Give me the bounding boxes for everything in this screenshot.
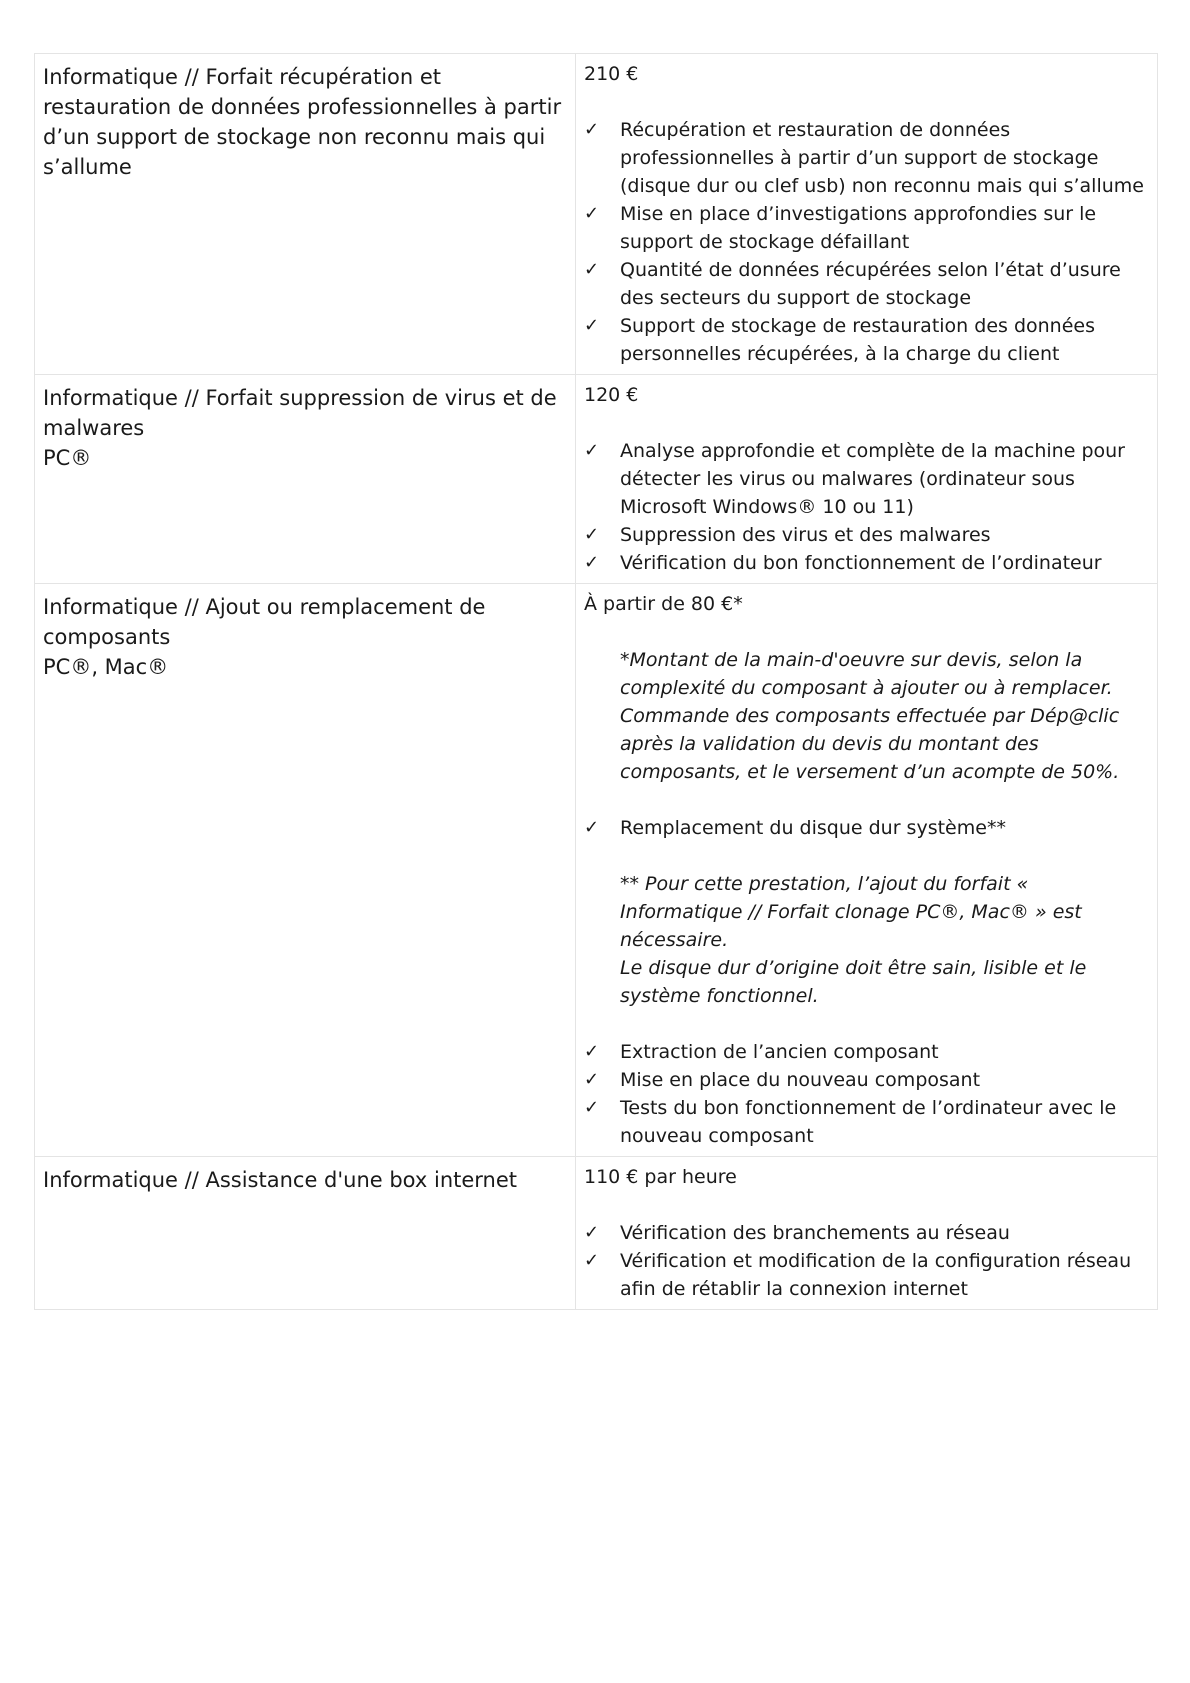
service-title: Informatique // Assistance d'une box internet <box>43 1168 518 1192</box>
list-item-text: Analyse approfondie et complète de la machine pour détecter les virus ou malwares (ordinateur sous Microsoft Windows® 10 ou 11) <box>620 440 1125 518</box>
list-item-text: Vérification du bon fonctionnement de l’ordinateur <box>620 552 1102 574</box>
table-row <box>35 375 1158 584</box>
table-row <box>35 1157 1158 1310</box>
check-mark-icon: ✓ <box>584 1250 600 1271</box>
check-mark-icon: ✓ <box>584 440 600 461</box>
list-item-text: Tests du bon fonctionnement de l’ordinateur avec le nouveau composant <box>620 1097 1117 1147</box>
service-name-cell <box>35 375 576 584</box>
list-item <box>584 1038 1149 1066</box>
service-platform: PC® <box>43 446 92 470</box>
service-description-cell <box>576 375 1158 584</box>
table-row <box>35 54 1158 375</box>
check-mark-icon: ✓ <box>584 1222 600 1243</box>
feature-list <box>584 116 1149 368</box>
service-price: À partir de 80 €* <box>584 593 743 615</box>
service-title: Informatique // Forfait suppression de virus et de malwares <box>43 386 557 440</box>
list-item <box>584 549 1149 577</box>
service-price: 110 € par heure <box>584 1166 737 1188</box>
service-name-cell <box>35 1157 576 1310</box>
list-item-text: Support de stockage de restauration des données personnelles récupérées, à la charge du client <box>620 315 1095 365</box>
check-mark-icon: ✓ <box>584 203 600 224</box>
document-page <box>34 53 1158 1310</box>
feature-list <box>584 1219 1149 1303</box>
service-description-cell <box>576 54 1158 375</box>
check-mark-icon: ✓ <box>584 1069 600 1090</box>
check-mark-icon: ✓ <box>584 552 600 573</box>
feature-list <box>584 814 1149 842</box>
check-mark-icon: ✓ <box>584 817 600 838</box>
service-name-cell <box>35 584 576 1157</box>
service-price: 210 € <box>584 63 639 85</box>
service-title: Informatique // Forfait récupération et restauration de données professionnelles à partir d’un support de stockage non reconnu mais qui s’allume <box>43 65 562 179</box>
list-item <box>584 312 1149 368</box>
list-item-text: Quantité de données récupérées selon l’état d’usure des secteurs du support de stockage <box>620 259 1121 309</box>
service-name-cell <box>35 54 576 375</box>
list-item-text: Remplacement du disque dur système** <box>620 817 1006 839</box>
list-item <box>584 1247 1149 1303</box>
list-item <box>584 1094 1149 1150</box>
service-platform: PC®, Mac® <box>43 655 169 679</box>
service-title: Informatique // Ajout ou remplacement de composants <box>43 595 486 649</box>
list-item <box>584 814 1149 842</box>
check-mark-icon: ✓ <box>584 119 600 140</box>
list-item <box>584 1219 1149 1247</box>
service-description-cell <box>576 1157 1158 1310</box>
check-mark-icon: ✓ <box>584 315 600 336</box>
check-mark-icon: ✓ <box>584 524 600 545</box>
list-item <box>584 437 1149 521</box>
services-table <box>34 53 1158 1310</box>
list-item <box>584 116 1149 200</box>
list-item-text: Vérification et modification de la configuration réseau afin de rétablir la connexion internet <box>620 1250 1132 1300</box>
service-price: 120 € <box>584 384 639 406</box>
check-mark-icon: ✓ <box>584 1097 600 1118</box>
list-item-text: Extraction de l’ancien composant <box>620 1041 939 1063</box>
list-item <box>584 521 1149 549</box>
list-item <box>584 1066 1149 1094</box>
list-item-text: Vérification des branchements au réseau <box>620 1222 1010 1244</box>
list-item <box>584 200 1149 256</box>
note-line: Commande des composants effectuée par Dép@clic après la validation du devis du montant des composants, et le versement d’un acompte de 50%. <box>620 705 1120 783</box>
list-item-text: Mise en place du nouveau composant <box>620 1069 981 1091</box>
list-item-text: Mise en place d’investigations approfondies sur le support de stockage défaillant <box>620 203 1097 253</box>
note-line: Le disque dur d’origine doit être sain, lisible et le système fonctionnel. <box>620 957 1087 1007</box>
check-mark-icon: ✓ <box>584 1041 600 1062</box>
note-line: ** Pour cette prestation, l’ajout du forfait « Informatique // Forfait clonage PC®, Mac® » est nécessaire. <box>620 873 1082 951</box>
note-line: *Montant de la main-d'oeuvre sur devis, selon la complexité du composant à ajouter ou à remplacer. <box>620 649 1113 699</box>
list-item-text: Récupération et restauration de données professionnelles à partir d’un support de stockage (disque dur ou clef usb) non reconnu mais qui s’allume <box>620 119 1144 197</box>
pricing-note <box>584 646 1149 786</box>
check-mark-icon: ✓ <box>584 259 600 280</box>
list-item-text: Suppression des virus et des malwares <box>620 524 991 546</box>
feature-list <box>584 1038 1149 1150</box>
list-item <box>584 256 1149 312</box>
feature-list <box>584 437 1149 577</box>
requirement-note <box>584 870 1149 1010</box>
service-description-cell <box>576 584 1158 1157</box>
table-row <box>35 584 1158 1157</box>
